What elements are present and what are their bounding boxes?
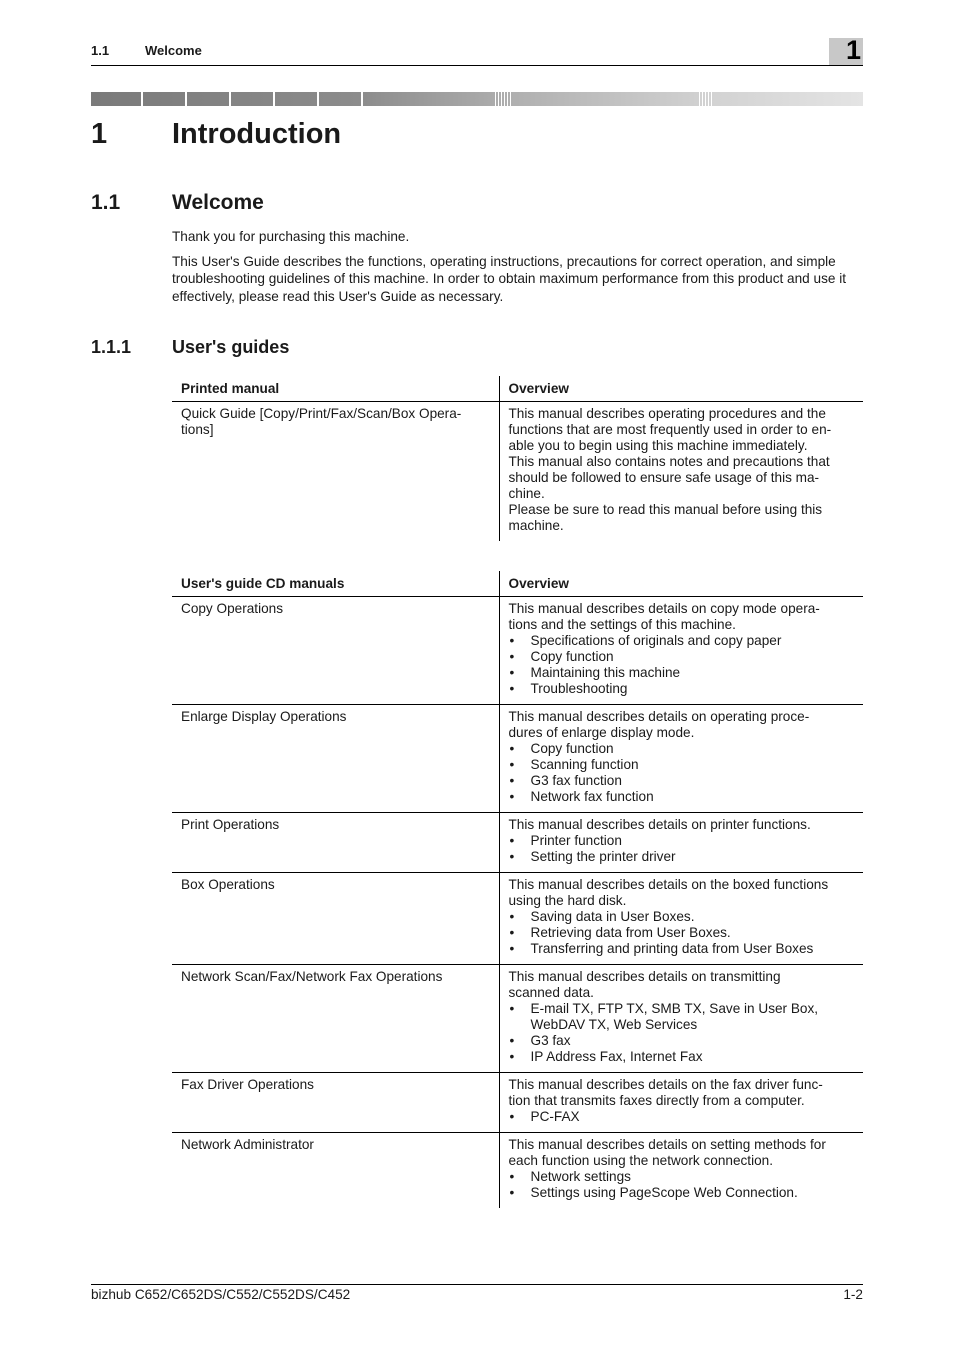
- subsection-number: 1.1.1: [91, 337, 132, 357]
- manual-description: This manual describes details on copy mode opera- tions and the settings of this machine.: [508, 601, 820, 632]
- bullet-item: • Transferring and printing data from User Boxes: [509, 941, 855, 957]
- table-header: Printed manual: [172, 376, 499, 402]
- chapter-tab: [829, 35, 863, 65]
- footer-model: bizhub C652/C652DS/C552/C552DS/C452: [91, 1287, 351, 1302]
- bullet-list: [509, 833, 855, 865]
- bullet-item: • Copy function: [509, 741, 855, 757]
- bullet-item: • Settings using PageScope Web Connection.: [509, 1185, 855, 1201]
- chapter-title: Introduction: [172, 118, 342, 150]
- bullet-item: • G3 fax function: [509, 773, 855, 789]
- bullet-item: • Network settings: [509, 1169, 855, 1185]
- bullet-list: [509, 741, 855, 805]
- bullet-list: [509, 909, 855, 957]
- header-section-number: 1.1: [91, 43, 110, 58]
- footer-page-number: 1-2: [843, 1287, 863, 1302]
- table-row: [172, 1073, 863, 1133]
- bullet-item: • Specifications of originals and copy paper: [509, 633, 855, 649]
- manual-overview: [499, 813, 863, 873]
- table-row: [172, 402, 863, 542]
- table-row: [172, 873, 863, 965]
- bullet-item: • Maintaining this machine: [509, 665, 855, 681]
- bullet-item: • Network fax function: [509, 789, 855, 805]
- bullet-list: [509, 1109, 855, 1125]
- bullet-item: • Scanning function: [509, 757, 855, 773]
- running-header: [91, 35, 863, 66]
- intro-paragraph-1: Thank you for purchasing this machine.: [172, 229, 410, 244]
- bullet-item: • Copy function: [509, 649, 855, 665]
- manual-name: Enlarge Display Operations: [172, 705, 499, 813]
- manual-description: This manual describes details on the boxed functions using the hard disk.: [508, 877, 829, 908]
- page-footer: [91, 1284, 863, 1302]
- bullet-item: • Troubleshooting: [509, 681, 855, 697]
- bullet-item: • Setting the printer driver: [509, 849, 855, 865]
- manual-overview: [499, 1133, 863, 1209]
- bullet-list: [509, 633, 855, 697]
- table-row: [172, 1133, 863, 1209]
- manual-description: This manual describes details on setting methods for each function using the network connection.: [508, 1137, 826, 1168]
- section-title: Welcome: [172, 191, 264, 214]
- manual-description: This manual describes details on the fax driver func- tion that transmits faxes directly from a computer.: [508, 1077, 823, 1108]
- bullet-item: • Printer function: [509, 833, 855, 849]
- header-section-title: Welcome: [145, 43, 202, 58]
- manual-name: Box Operations: [172, 873, 499, 965]
- table-row: [172, 813, 863, 873]
- manual-overview: [499, 1073, 863, 1133]
- manual-description: This manual describes details on operating proce- dures of enlarge display mode.: [508, 709, 810, 740]
- decorative-bar: [91, 92, 863, 106]
- subsection-title: User's guides: [172, 337, 290, 357]
- bullet-list: [509, 1001, 855, 1065]
- manual-name: Fax Driver Operations: [172, 1073, 499, 1133]
- manual-overview: [499, 965, 863, 1073]
- bullet-item: • E-mail TX, FTP TX, SMB TX, Save in User Box, WebDAV TX, Web Services: [509, 1001, 855, 1033]
- table-header: Overview: [499, 376, 863, 402]
- manual-name: Quick Guide [Copy/Print/Fax/Scan/Box Opera- tions]: [172, 402, 499, 542]
- manual-name: Network Administrator: [172, 1133, 499, 1209]
- table-header: User's guide CD manuals: [172, 571, 499, 597]
- manual-name: Print Operations: [172, 813, 499, 873]
- bullet-item: • Saving data in User Boxes.: [509, 909, 855, 925]
- table-row: [172, 705, 863, 813]
- table-row: [172, 597, 863, 705]
- section-number: 1.1: [91, 191, 121, 214]
- bullet-item: • IP Address Fax, Internet Fax: [509, 1049, 855, 1065]
- manual-name: Network Scan/Fax/Network Fax Operations: [172, 965, 499, 1073]
- manual-description: This manual describes details on transmitting scanned data.: [508, 969, 781, 1000]
- bullet-item: • G3 fax: [509, 1033, 855, 1049]
- intro-paragraph-2: This User's Guide describes the functions, operating instructions, precautions for correct operation, and simple troubleshooting guidelines of this machine. In order to obtain maximum performance from this product and use it effectively, please read this User's Guide as necessary.: [172, 254, 846, 304]
- manual-overview: This manual describes operating procedures and the functions that are most frequently used in order to en- able you to begin using this machine immediately. This manual also contains notes and precautions that should be followed to ensure safe usage of this ma- chine. Please be sure to read this manual before using this machine.: [508, 406, 832, 533]
- cd-manuals-table: [172, 571, 863, 1208]
- table-header: Overview: [499, 571, 863, 597]
- bullet-list: [509, 1169, 855, 1201]
- table-row: [172, 965, 863, 1073]
- chapter-tab-number: 1: [845, 35, 861, 65]
- manual-description: This manual describes details on printer functions.: [508, 817, 811, 832]
- manual-overview: [499, 873, 863, 965]
- printed-manual-table: [172, 376, 863, 541]
- bullet-item: • Retrieving data from User Boxes.: [509, 925, 855, 941]
- manual-overview: [499, 597, 863, 705]
- bullet-item: • PC-FAX: [509, 1109, 855, 1125]
- manual-overview: [499, 705, 863, 813]
- manual-name: Copy Operations: [172, 597, 499, 705]
- chapter-number: 1: [91, 118, 108, 150]
